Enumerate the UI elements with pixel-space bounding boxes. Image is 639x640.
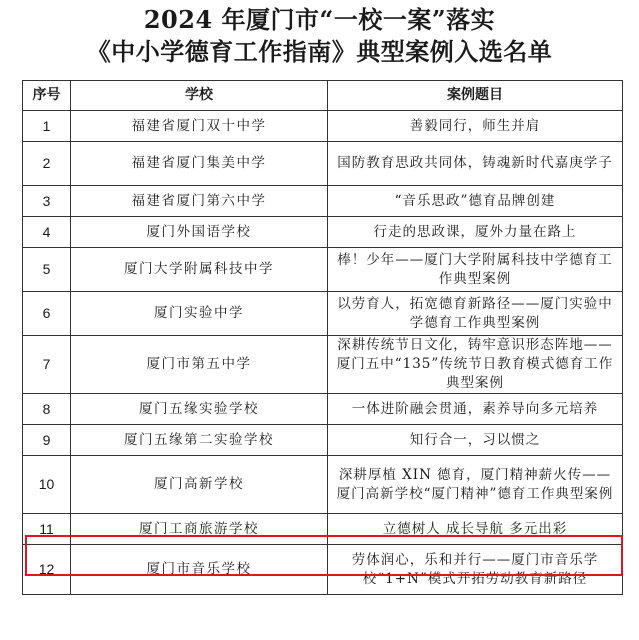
row-case-title: 棒！少年——厦门大学附属科技中学德育工作典型案例 — [328, 248, 623, 292]
row-case-title: 立德树人 成长导航 多元出彩 — [328, 514, 623, 545]
row-case-title: “音乐思政”德育品牌创建 — [328, 186, 623, 217]
row-school: 福建省厦门双十中学 — [71, 111, 328, 142]
table-row — [23, 217, 623, 248]
row-number: 9 — [23, 425, 71, 456]
row-school: 厦门大学附属科技中学 — [71, 248, 328, 292]
table-row — [23, 292, 623, 336]
row-number: 3 — [23, 186, 71, 217]
row-number: 4 — [23, 217, 71, 248]
row-number: 5 — [23, 248, 71, 292]
row-case-title: 深耕厚植 XIN 德育，厦门精神薪火传——厦门高新学校“厦门精神”德育工作典型案例 — [328, 456, 623, 514]
row-number: 8 — [23, 394, 71, 425]
table-row-highlighted — [23, 514, 623, 545]
row-number: 10 — [23, 456, 71, 514]
table-row — [23, 186, 623, 217]
header-serial-number: 序号 — [23, 81, 71, 111]
row-number: 12 — [23, 545, 71, 595]
table-row — [23, 111, 623, 142]
row-school: 厦门五缘第二实验学校 — [71, 425, 328, 456]
table-header-row — [23, 81, 623, 111]
table-row — [23, 336, 623, 394]
row-case-title: 国防教育思政共同体，铸魂新时代嘉庚学子 — [328, 142, 623, 186]
table-row — [23, 394, 623, 425]
row-number: 6 — [23, 292, 71, 336]
page-title-line-1: 2024 年厦门市“一校一案”落实 — [143, 5, 496, 34]
row-number: 1 — [23, 111, 71, 142]
row-number: 7 — [23, 336, 71, 394]
row-case-title: 知行合一，习以惯之 — [328, 425, 623, 456]
table-row — [23, 425, 623, 456]
row-school: 厦门工商旅游学校 — [71, 514, 328, 545]
header-case-title: 案例题目 — [328, 81, 623, 111]
row-school: 厦门五缘实验学校 — [71, 394, 328, 425]
table-row — [23, 456, 623, 514]
row-number: 11 — [23, 514, 71, 545]
page-title-line-2: 《中小学德育工作指南》典型案例入选名单 — [86, 37, 553, 66]
table-row — [23, 545, 623, 595]
row-school: 厦门市音乐学校 — [71, 545, 328, 595]
row-school: 厦门市第五中学 — [71, 336, 328, 394]
header-school: 学校 — [71, 81, 328, 111]
row-case-title: 一体进阶融会贯通，素养导向多元培养 — [328, 394, 623, 425]
row-school: 厦门实验中学 — [71, 292, 328, 336]
row-school: 福建省厦门集美中学 — [71, 142, 328, 186]
row-case-title: 善毅同行，师生并肩 — [328, 111, 623, 142]
table-row — [23, 142, 623, 186]
title-block — [0, 4, 639, 68]
selection-list-table — [22, 80, 623, 595]
row-school: 厦门外国语学校 — [71, 217, 328, 248]
table-row — [23, 248, 623, 292]
row-school: 厦门高新学校 — [71, 456, 328, 514]
row-case-title: 以劳育人，拓宽德育新路径——厦门实验中学德育工作典型案例 — [328, 292, 623, 336]
row-case-title: 劳体润心，乐和并行——厦门市音乐学校“1+N”模式开拓劳动教育新路径 — [328, 545, 623, 595]
row-school: 福建省厦门第六中学 — [71, 186, 328, 217]
row-case-title: 行走的思政课，厦外力量在路上 — [328, 217, 623, 248]
row-case-title: 深耕传统节日文化，铸牢意识形态阵地——厦门五中“135”传统节日教育模式德育工作典型案例 — [328, 336, 623, 394]
row-number: 2 — [23, 142, 71, 186]
